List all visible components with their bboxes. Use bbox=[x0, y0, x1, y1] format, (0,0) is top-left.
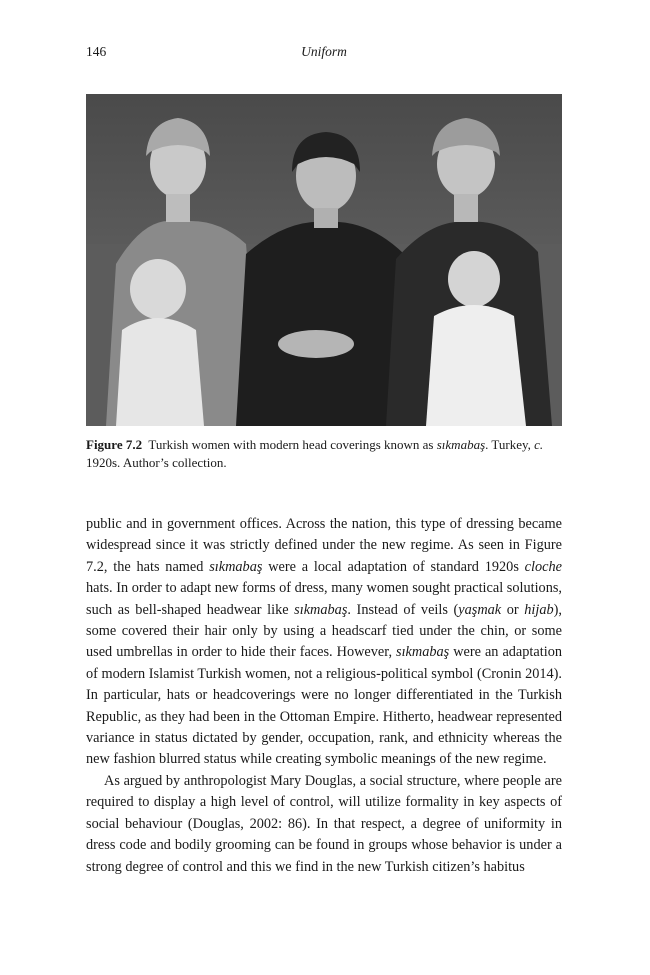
text-run: ), some covered their hair only by using a headscarf tied under the chin, or some used umbrellas in order to hide their faces. However, bbox=[86, 601, 562, 661]
italic-term: sıkmabaş bbox=[294, 601, 348, 618]
page-header bbox=[86, 44, 562, 64]
running-head: Uniform bbox=[301, 44, 347, 59]
caption-text: Turkish women with modern head coverings known as bbox=[148, 437, 437, 452]
paragraph-1 bbox=[86, 514, 562, 771]
italic-term: sıkmabaş bbox=[209, 558, 263, 575]
text-run: or bbox=[501, 601, 525, 618]
text-run: public and in government offices. Across the nation, this type of dressing became widespread since it was strictly defined under the new regime. As seen in Figure 7.2, the hats named bbox=[86, 516, 562, 575]
caption-text: . Turkey, bbox=[485, 437, 535, 452]
page-number: 146 bbox=[86, 44, 107, 59]
text-run: . Instead of veils ( bbox=[347, 601, 459, 618]
text-run: hats. In order to adapt new forms of dress, many women sought practical solutions, such as bell-shaped headwear like bbox=[86, 580, 562, 618]
photo-illustration bbox=[86, 94, 562, 426]
italic-term: yaşmak bbox=[458, 601, 502, 618]
caption-circa: c. bbox=[534, 437, 544, 452]
figure-caption bbox=[86, 436, 562, 472]
paragraph-2 bbox=[86, 771, 562, 878]
italic-term: sıkmabaş bbox=[396, 644, 450, 661]
italic-term: hijab bbox=[524, 601, 554, 618]
text-run: were a local adaptation of standard 1920s bbox=[262, 558, 525, 575]
italic-term: cloche bbox=[524, 558, 562, 575]
text-run: were an adaptation of modern Islamist Turkish women, not a religious-political symbol (Cronin 2014). In particular, hats or headcoverings were no longer differentiated in the Turkish Republic, as they had been in the Ottoman Empire. Hitherto, headwear represented variance in status dictated by gender, occupation, rank, and ethnicity whereas the new fashion blurred status while creating symbolic meanings of the new regime. bbox=[86, 644, 562, 768]
caption-text: 1920s. Author’s collection. bbox=[86, 455, 227, 470]
body-text bbox=[86, 514, 562, 878]
caption-term: sıkmabaş bbox=[436, 437, 486, 452]
text-run: As argued by anthropologist Mary Douglas, a social structure, where people are required to display a high level of control, will utilize formality in key aspects of social behaviour (Douglas, 2002: 86). In that respect, a degree of uniformity in dress code and bodily grooming can be found in groups whose behavior is under a strong degree of control and this we find in the new Turkish citizen’s habitus bbox=[86, 772, 562, 875]
figure-photograph bbox=[86, 94, 562, 426]
figure-label: Figure 7.2 bbox=[86, 437, 143, 452]
